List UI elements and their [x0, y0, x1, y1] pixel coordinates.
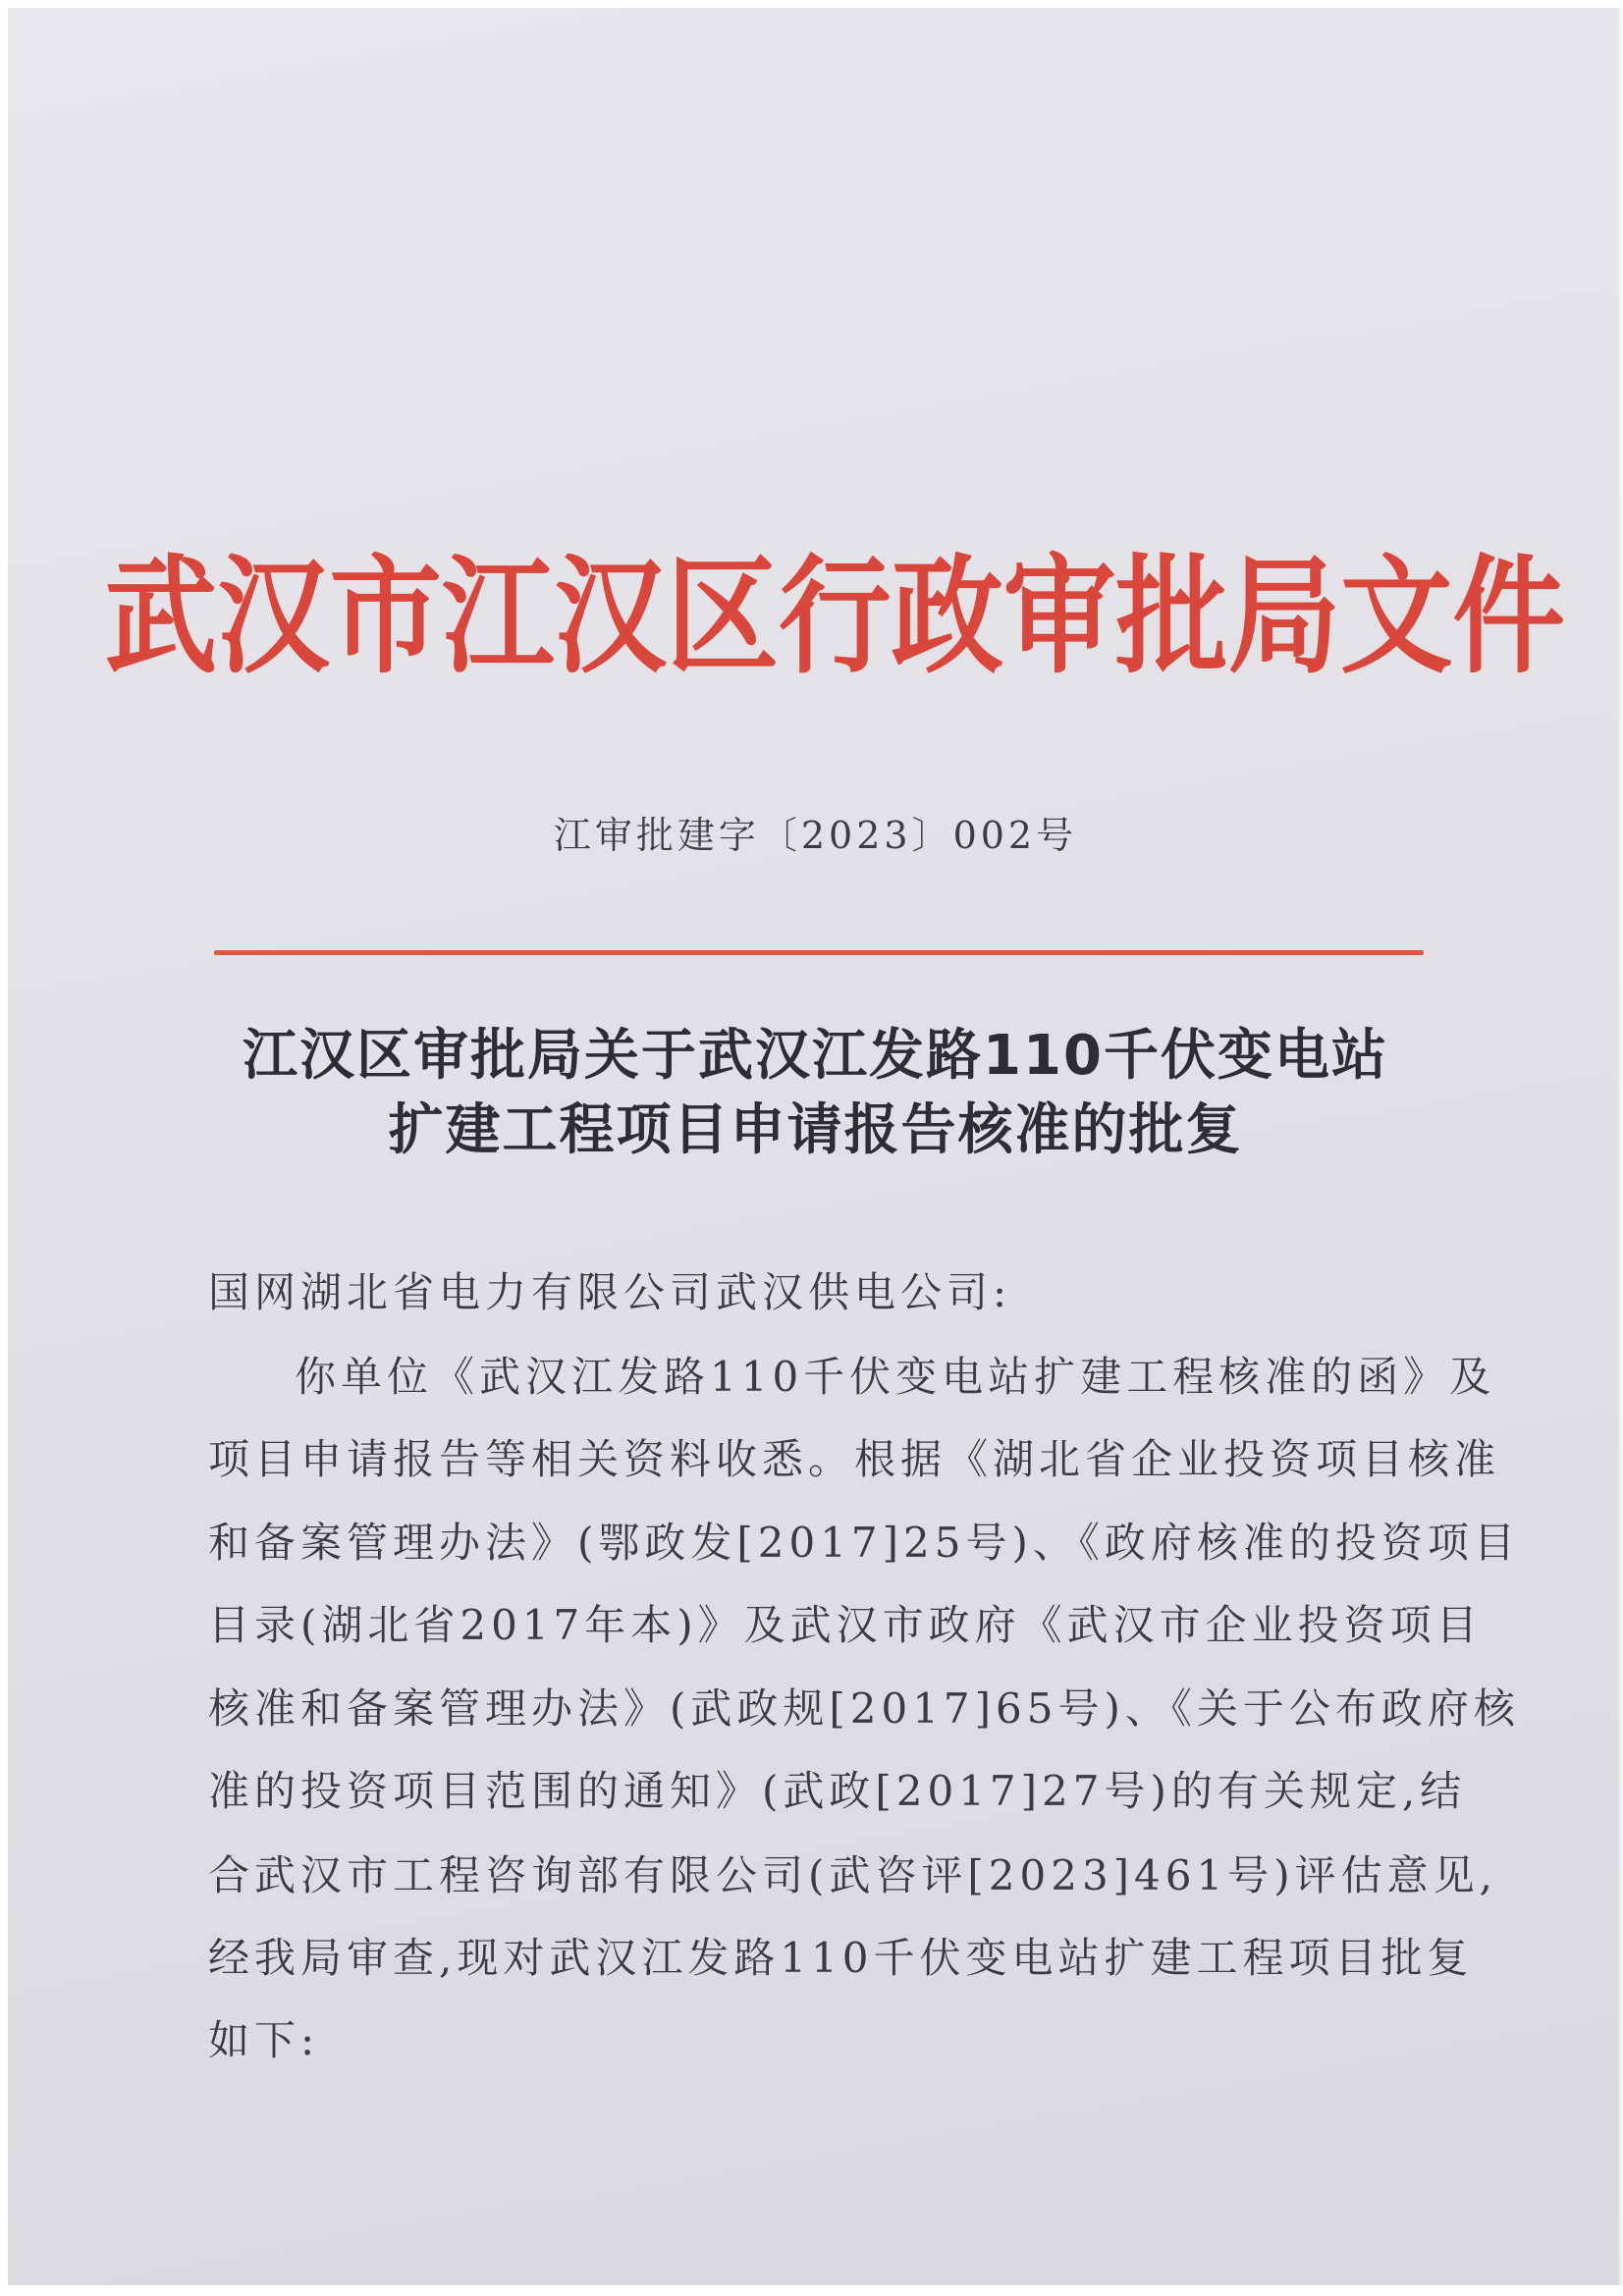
issuer-header: 武汉市江汉区行政审批局文件 [104, 541, 1565, 691]
body-line: 和备案管理办法》(鄂政发[2017]25号)、《政府核准的投资项目 [208, 1519, 1520, 1567]
body-line: 经我局审查,现对武汉江发路110千伏变电站扩建工程项目批复 [208, 1934, 1474, 1982]
body-line: 核准和备案管理办法》(武政规[2017]65号)、《关于公布政府核 [208, 1684, 1520, 1733]
document-number: 江审批建字〔2023〕002号 [553, 814, 1078, 857]
addressee: 国网湖北省电力有限公司武汉供电公司: [208, 1268, 1012, 1316]
paper-edge-highlight [1617, 8, 1623, 2285]
body-line: 如下: [208, 2016, 320, 2064]
document-title-line-2: 扩建工程项目申请报告核准的批复 [388, 1098, 1243, 1162]
document-page [8, 8, 1623, 2285]
red-divider-line [214, 950, 1424, 955]
body-line: 你单位《武汉江发路110千伏变电站扩建工程核准的函》及 [295, 1353, 1496, 1401]
document-title-line-1: 江汉区审批局关于武汉江发路110千伏变电站 [243, 1024, 1388, 1088]
body-line: 合武汉市工程咨询部有限公司(武咨评[2023]461号)评估意见, [208, 1851, 1497, 1899]
body-line: 项目申请报告等相关资料收悉。根据《湖北省企业投资项目核准 [208, 1435, 1501, 1483]
body-line: 准的投资项目范围的通知》(武政[2017]27号)的有关规定,结 [208, 1767, 1467, 1815]
body-line: 目录(湖北省2017年本)》及武汉市政府《武汉市企业投资项目 [208, 1601, 1483, 1649]
